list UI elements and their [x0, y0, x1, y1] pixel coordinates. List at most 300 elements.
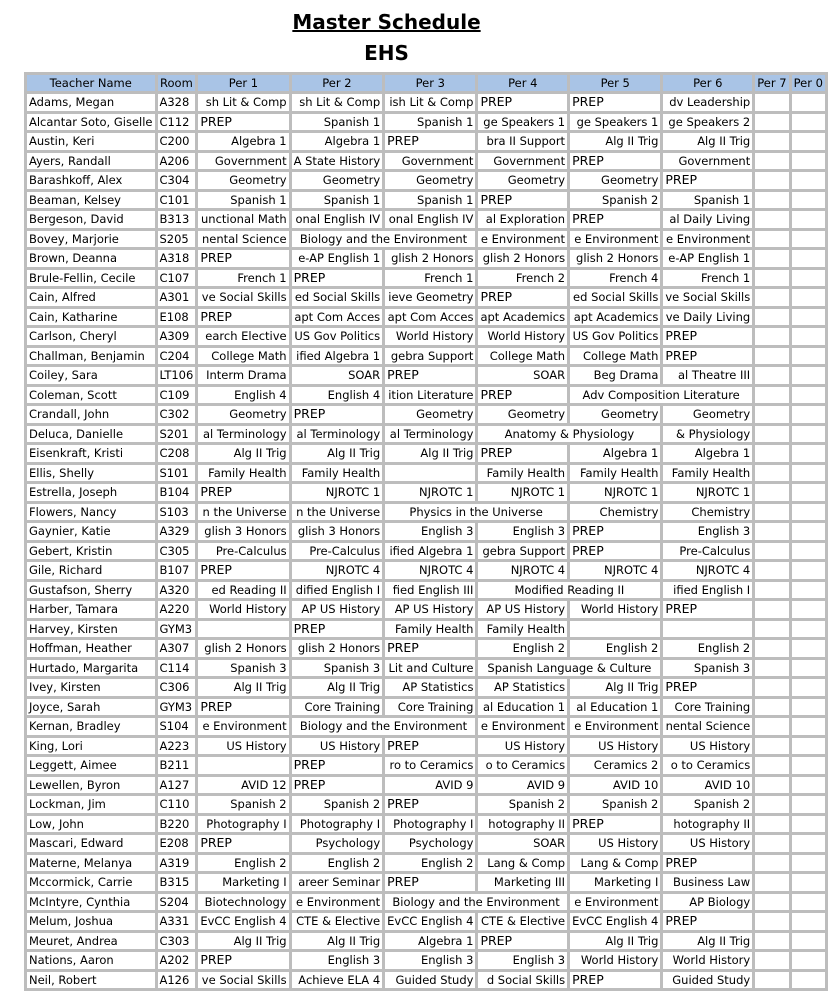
period-4-cell: World History	[478, 328, 567, 345]
period-6-cell: Family Health	[663, 465, 752, 482]
period-4-cell: PREP	[478, 933, 567, 950]
period-4-cell: Lang & Comp	[478, 855, 567, 872]
period-7-cell	[755, 543, 788, 560]
teacher-name-cell: Adams, Megan	[27, 94, 155, 111]
room-cell: A328	[158, 94, 196, 111]
period-7-cell	[755, 894, 788, 911]
title-block	[0, 0, 773, 66]
period-5-cell: Family Health	[570, 465, 660, 482]
col-header-teacher: Teacher Name	[27, 75, 155, 91]
room-cell: C112	[158, 114, 196, 131]
teacher-name-cell: Lewellen, Byron	[27, 777, 155, 794]
table-row	[27, 426, 825, 443]
period-1-cell: Photography I	[198, 816, 288, 833]
room-cell: C208	[158, 445, 196, 462]
period-3-cell: Photography I	[385, 816, 475, 833]
period-6-cell: Core Training	[663, 699, 752, 716]
period-0-cell	[792, 289, 825, 306]
period-7-cell	[755, 250, 788, 267]
table-row	[27, 972, 825, 989]
period-7-cell	[755, 933, 788, 950]
period-3-cell: onal English IV	[385, 211, 475, 228]
period-4-cell: apt Academics	[480, 309, 566, 324]
period-5-cell: NJROTC 4	[570, 562, 660, 579]
teacher-name-cell: Flowers, Nancy	[27, 504, 155, 521]
period-2-cell: Spanish 3	[292, 660, 383, 677]
period-7-cell	[755, 406, 788, 423]
period-0-cell	[792, 153, 825, 170]
period-0-cell	[792, 406, 825, 423]
period-7-cell	[755, 367, 788, 384]
period-7-cell	[755, 426, 788, 443]
period-3-cell: glish 2 Honors	[385, 250, 475, 267]
period-2-cell: AP US History	[292, 601, 383, 618]
period-7-cell	[755, 796, 788, 813]
table-row	[27, 445, 825, 462]
room-cell: B104	[158, 484, 196, 501]
period-6-cell: Alg II Trig	[663, 933, 752, 950]
period-3-cell: English 2	[385, 855, 475, 872]
header-row	[27, 75, 825, 91]
room-cell: A206	[158, 153, 196, 170]
teacher-name-cell: Alcantar Soto, Giselle	[29, 114, 153, 129]
period-7-cell	[755, 972, 788, 989]
period-4-cell: Modified Reading II	[478, 582, 660, 599]
col-header-per5: Per 5	[570, 75, 660, 91]
period-4-cell: e Environment	[478, 718, 567, 735]
period-5-cell: NJROTC 1	[570, 484, 660, 501]
table-row	[27, 231, 825, 248]
period-7-cell	[755, 660, 788, 677]
table-row	[27, 250, 825, 267]
period-6-cell: nental Science	[663, 718, 752, 735]
period-3-cell: al Terminology	[385, 426, 475, 443]
period-6-cell: PREP	[663, 328, 752, 345]
room-cell: C305	[158, 543, 196, 560]
period-1-cell: Algebra 1	[198, 133, 288, 150]
period-3-cell: ro to Ceramics	[385, 757, 475, 774]
period-1-cell: glish 3 Honors	[198, 523, 288, 540]
table-row	[27, 504, 825, 521]
room-cell: C306	[158, 679, 196, 696]
period-1-cell: PREP	[198, 484, 288, 501]
period-3-cell: English 3	[385, 523, 475, 540]
period-6-cell: English 2	[663, 640, 752, 657]
period-4-cell: SOAR	[478, 367, 567, 384]
period-3-cell: Physics in the Universe	[385, 504, 567, 521]
period-1-cell: PREP	[198, 835, 288, 852]
period-3-cell: PREP	[385, 367, 475, 384]
period-0-cell	[792, 855, 825, 872]
period-7-cell	[755, 562, 788, 579]
period-6-cell: Geometry	[663, 406, 752, 423]
period-7-cell	[755, 504, 788, 521]
period-3-cell: Guided Study	[385, 972, 475, 989]
period-2-cell: Spanish 2	[292, 796, 383, 813]
table-row	[27, 933, 825, 950]
period-2-cell: e Environment	[292, 894, 383, 911]
table-row	[27, 640, 825, 657]
period-0-cell	[792, 952, 825, 969]
room-cell: C109	[158, 387, 196, 404]
period-3-cell: Spanish 1	[385, 114, 475, 131]
room-cell: LT106	[159, 368, 194, 383]
period-6-cell: US History	[663, 738, 752, 755]
period-3-cell: Family Health	[385, 621, 475, 638]
period-2-cell: Pre-Calculus	[292, 543, 383, 560]
period-5-cell	[570, 621, 660, 638]
period-1-cell: glish 2 Honors	[198, 640, 288, 657]
period-0-cell	[792, 562, 825, 579]
period-2-cell: al Terminology	[292, 426, 383, 443]
room-cell: B220	[158, 816, 196, 833]
teacher-name-cell: Leggett, Aimee	[27, 757, 155, 774]
period-5-cell: AVID 10	[570, 777, 660, 794]
period-1-cell: Biotechnology	[198, 894, 288, 911]
period-5-cell: ge Speakers 1	[570, 114, 660, 131]
period-2-cell: n the Universe	[292, 504, 383, 521]
period-6-cell: Spanish 2	[663, 796, 752, 813]
period-6-cell: Algebra 1	[663, 445, 752, 462]
period-4-cell: US History	[478, 738, 567, 755]
period-1-cell: Alg II Trig	[198, 679, 288, 696]
period-5-cell: Chemistry	[570, 504, 660, 521]
period-5-cell: Alg II Trig	[570, 679, 660, 696]
room-cell: A127	[158, 777, 196, 794]
period-6-cell: PREP	[663, 601, 752, 618]
table-row	[27, 348, 825, 365]
period-7-cell	[755, 309, 788, 326]
table-row	[27, 133, 825, 150]
teacher-name-cell: Brule-Fellin, Cecile	[27, 270, 155, 287]
period-3-cell: ition Literature	[385, 387, 475, 404]
table-row	[27, 114, 825, 131]
period-0-cell	[792, 250, 825, 267]
period-0-cell	[792, 699, 825, 716]
period-2-cell: A State History	[293, 153, 381, 168]
period-7-cell	[755, 640, 788, 657]
period-6-cell: AVID 10	[663, 777, 752, 794]
period-6-cell: Spanish 3	[663, 660, 752, 677]
period-1-cell: Interm Drama	[198, 367, 288, 384]
period-6-cell: ve Social Skills	[665, 290, 751, 305]
period-1-cell	[198, 757, 288, 774]
period-6-cell: al Theatre III	[663, 367, 752, 384]
room-cell: GYM3	[158, 621, 196, 638]
period-0-cell	[792, 367, 825, 384]
schedule-body	[27, 94, 825, 988]
table-row	[27, 309, 825, 326]
room-cell: B315	[158, 874, 196, 891]
period-1-cell: PREP	[198, 309, 288, 326]
room-cell: C101	[158, 192, 196, 209]
teacher-name-cell: Ellis, Shelly	[27, 465, 155, 482]
table-row	[27, 796, 825, 813]
period-7-cell	[755, 133, 788, 150]
period-0-cell	[792, 133, 825, 150]
teacher-name-cell: Coleman, Scott	[27, 387, 155, 404]
period-6-cell: Pre-Calculus	[663, 543, 752, 560]
period-7-cell	[755, 757, 788, 774]
period-2-cell: Photography I	[292, 816, 383, 833]
table-row	[27, 757, 825, 774]
period-5-cell: College Math	[570, 348, 660, 365]
period-0-cell	[792, 660, 825, 677]
period-1-cell: College Math	[198, 348, 288, 365]
period-2-cell: PREP	[292, 621, 383, 638]
period-5-cell: Geometry	[570, 172, 660, 189]
room-cell: A318	[158, 250, 196, 267]
period-4-cell: PREP	[478, 289, 567, 306]
period-1-cell: AVID 12	[198, 777, 288, 794]
room-cell: A331	[158, 913, 196, 930]
period-2-cell: Spanish 1	[292, 192, 383, 209]
period-0-cell	[792, 601, 825, 618]
period-3-cell: PREP	[385, 796, 475, 813]
period-1-cell: Pre-Calculus	[198, 543, 288, 560]
teacher-name-cell: Melum, Joshua	[27, 913, 155, 930]
period-3-cell: NJROTC 1	[385, 484, 475, 501]
period-2-cell: English 3	[292, 952, 383, 969]
room-cell: C107	[158, 270, 196, 287]
period-6-cell: English 3	[663, 523, 752, 540]
period-5-cell: e Environment	[570, 718, 660, 735]
period-3-cell: Government	[385, 153, 475, 170]
room-cell: B211	[158, 757, 196, 774]
room-cell: A319	[158, 855, 196, 872]
period-0-cell	[792, 816, 825, 833]
period-1-cell: al Terminology	[198, 426, 288, 443]
period-7-cell	[755, 816, 788, 833]
period-1-cell: unctional Math	[198, 211, 288, 228]
period-0-cell	[792, 211, 825, 228]
period-0-cell	[792, 757, 825, 774]
room-cell: A202	[158, 952, 196, 969]
period-4-cell: SOAR	[478, 835, 567, 852]
period-4-cell: Geometry	[478, 172, 567, 189]
period-4-cell: Family Health	[478, 465, 567, 482]
teacher-name-cell: Brown, Deanna	[27, 250, 155, 267]
period-3-cell: Core Training	[385, 699, 475, 716]
room-cell: A223	[158, 738, 196, 755]
period-4-cell: College Math	[478, 348, 567, 365]
period-2-cell: NJROTC 1	[292, 484, 383, 501]
period-1-cell: Spanish 2	[198, 796, 288, 813]
period-6-cell: AP Biology	[663, 894, 752, 911]
table-row	[27, 172, 825, 189]
period-3-cell: PREP	[385, 133, 475, 150]
period-2-cell: apt Com Acces	[292, 309, 383, 326]
period-1-cell: Geometry	[198, 172, 288, 189]
period-0-cell	[792, 348, 825, 365]
period-2-cell: NJROTC 4	[292, 562, 383, 579]
period-5-cell: PREP	[570, 523, 660, 540]
period-5-cell: World History	[570, 952, 660, 969]
room-cell: S201	[158, 426, 196, 443]
period-0-cell	[792, 114, 825, 131]
period-7-cell	[755, 211, 788, 228]
period-5-cell: Geometry	[570, 406, 660, 423]
table-row	[27, 913, 825, 930]
table-row	[27, 406, 825, 423]
period-2-cell: PREP	[292, 406, 383, 423]
school-subtitle: EHS	[364, 41, 409, 65]
room-cell: C200	[158, 133, 196, 150]
period-7-cell	[755, 952, 788, 969]
table-row	[27, 562, 825, 579]
period-4-cell: d Social Skills	[478, 972, 567, 989]
period-3-cell: AP Statistics	[385, 679, 475, 696]
period-3-cell	[385, 465, 475, 482]
period-0-cell	[792, 796, 825, 813]
period-1-cell: French 1	[198, 270, 288, 287]
period-0-cell	[792, 718, 825, 735]
period-0-cell	[792, 894, 825, 911]
period-4-cell: PREP	[478, 445, 567, 462]
period-1-cell: PREP	[198, 250, 288, 267]
period-5-cell: PREP	[570, 94, 660, 111]
room-cell: C110	[158, 796, 196, 813]
period-4-cell: Spanish Language & Culture	[478, 660, 660, 677]
period-6-cell: dv Leadership	[663, 94, 752, 111]
period-6-cell: PREP	[663, 172, 752, 189]
period-4-cell: Marketing III	[478, 874, 567, 891]
period-2-cell: PREP	[292, 757, 383, 774]
period-3-cell: Psychology	[385, 835, 475, 852]
master-schedule-table	[24, 72, 828, 991]
period-4-cell: English 3	[478, 952, 567, 969]
period-2-cell: PREP	[292, 777, 383, 794]
period-5-cell: PREP	[570, 972, 660, 989]
table-row	[27, 894, 825, 911]
table-row	[27, 543, 825, 560]
period-7-cell	[755, 484, 788, 501]
teacher-name-cell: Lockman, Jim	[27, 796, 155, 813]
table-row	[27, 952, 825, 969]
period-3-cell: Spanish 1	[385, 192, 475, 209]
period-7-cell	[755, 270, 788, 287]
period-0-cell	[792, 972, 825, 989]
period-4-cell: glish 2 Honors	[478, 250, 567, 267]
period-4-cell: AP Statistics	[478, 679, 567, 696]
period-2-cell: Biology and the Environment	[292, 718, 476, 735]
teacher-name-cell: Gustafson, Sherry	[27, 582, 155, 599]
period-0-cell	[792, 94, 825, 111]
period-3-cell: fied English III	[385, 582, 475, 599]
period-7-cell	[755, 582, 788, 599]
period-0-cell	[792, 172, 825, 189]
period-7-cell	[755, 192, 788, 209]
col-header-room: Room	[158, 75, 196, 91]
period-3-cell: ish Lit & Comp	[385, 94, 475, 111]
period-0-cell	[792, 621, 825, 638]
period-7-cell	[755, 523, 788, 540]
teacher-name-cell: Meuret, Andrea	[27, 933, 155, 950]
room-cell: S205	[158, 231, 196, 248]
period-1-cell: ve Social Skills	[198, 972, 288, 989]
period-4-cell: e Environment	[478, 231, 567, 248]
teacher-name-cell: Neil, Robert	[27, 972, 155, 989]
period-5-cell: US Gov Politics	[570, 328, 660, 345]
period-7-cell	[755, 94, 788, 111]
period-2-cell: Spanish 1	[292, 114, 383, 131]
room-cell: A220	[158, 601, 196, 618]
period-6-cell: al Daily Living	[663, 211, 752, 228]
period-2-cell: glish 3 Honors	[292, 523, 383, 540]
period-3-cell: AVID 9	[385, 777, 475, 794]
teacher-name-cell: Eisenkraft, Kristi	[27, 445, 155, 462]
teacher-name-cell: Barashkoff, Alex	[27, 172, 155, 189]
period-4-cell: CTE & Elective	[478, 913, 567, 930]
teacher-name-cell: Bovey, Marjorie	[27, 231, 155, 248]
table-row	[27, 679, 825, 696]
period-1-cell: Alg II Trig	[198, 933, 288, 950]
period-6-cell: Chemistry	[663, 504, 752, 521]
period-7-cell	[755, 231, 788, 248]
period-5-cell: PREP	[570, 153, 660, 170]
table-row	[27, 855, 825, 872]
period-6-cell: ve Daily Living	[663, 309, 752, 326]
period-6-cell: hotography II	[663, 816, 752, 833]
period-5-cell: English 2	[570, 640, 660, 657]
period-7-cell	[755, 153, 788, 170]
period-6-cell: PREP	[663, 913, 752, 930]
period-1-cell: earch Elective	[198, 328, 288, 345]
period-2-cell: English 4	[292, 387, 383, 404]
teacher-name-cell: Gebert, Kristin	[27, 543, 155, 560]
period-4-cell: o to Ceramics	[478, 757, 567, 774]
period-6-cell: & Physiology	[663, 426, 752, 443]
period-3-cell: Biology and the Environment	[385, 894, 567, 911]
period-0-cell	[792, 309, 825, 326]
period-4-cell: Government	[478, 153, 567, 170]
period-6-cell: French 1	[663, 270, 752, 287]
teacher-name-cell: Challman, Benjamin	[27, 348, 155, 365]
teacher-name-cell: Cain, Katharine	[27, 309, 155, 326]
period-3-cell: Algebra 1	[385, 933, 475, 950]
period-5-cell: Marketing I	[570, 874, 660, 891]
period-3-cell: NJROTC 4	[385, 562, 475, 579]
period-7-cell	[755, 172, 788, 189]
period-4-cell: Spanish 2	[478, 796, 567, 813]
period-3-cell: Lit and Culture	[385, 660, 475, 677]
period-5-cell: al Education 1	[570, 699, 660, 716]
period-7-cell	[755, 855, 788, 872]
room-cell: S204	[158, 894, 196, 911]
teacher-name-cell: Coiley, Sara	[27, 367, 155, 384]
period-4-cell: hotography II	[478, 816, 567, 833]
period-0-cell	[792, 582, 825, 599]
period-3-cell: EvCC English 4	[387, 914, 474, 929]
period-1-cell	[198, 621, 288, 638]
period-5-cell: glish 2 Honors	[570, 250, 660, 267]
period-7-cell	[755, 387, 788, 404]
period-4-cell: PREP	[478, 94, 567, 111]
period-2-cell: ed Social Skills	[292, 289, 383, 306]
col-header-per1: Per 1	[198, 75, 288, 91]
table-row	[27, 328, 825, 345]
col-header-per3: Per 3	[385, 75, 475, 91]
room-cell: C302	[158, 406, 196, 423]
period-1-cell: Spanish 1	[198, 192, 288, 209]
period-0-cell	[792, 543, 825, 560]
teacher-name-cell: Gaynier, Katie	[27, 523, 155, 540]
period-7-cell	[755, 445, 788, 462]
period-3-cell: Geometry	[385, 406, 475, 423]
period-0-cell	[792, 777, 825, 794]
period-0-cell	[792, 270, 825, 287]
col-header-per0: Per 0	[792, 75, 825, 91]
